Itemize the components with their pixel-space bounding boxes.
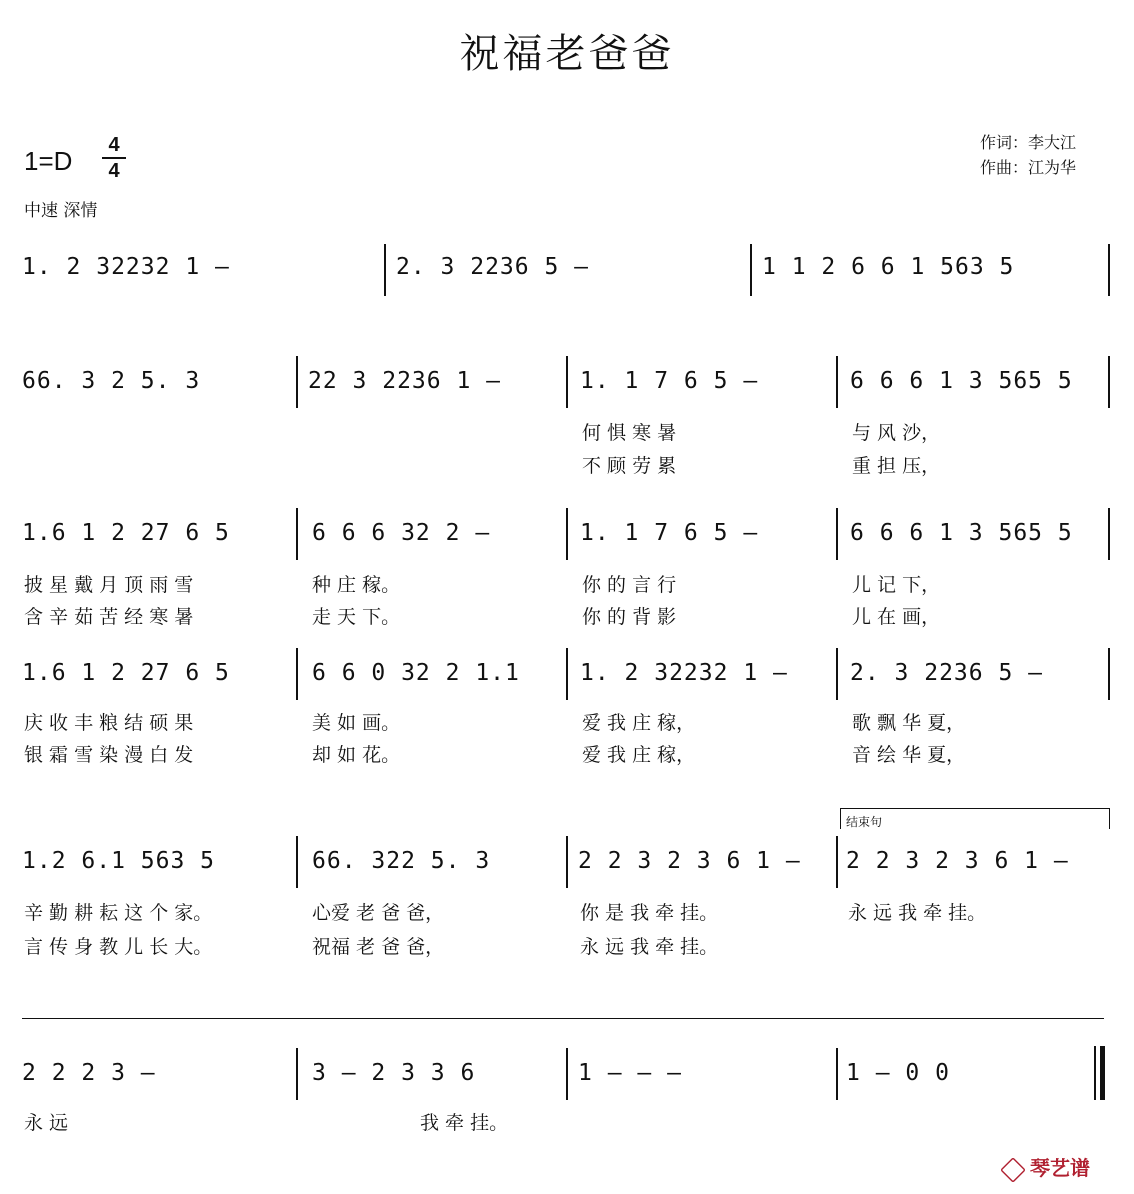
key-signature: 1=D	[24, 146, 73, 176]
lyric-2-3-a: 何 惧 寒 暑	[582, 422, 677, 444]
composer: 作曲：江为华	[980, 158, 1077, 177]
barline	[836, 648, 838, 700]
final-barline-thick	[1100, 1046, 1105, 1100]
lyric-3-4-b: 儿 在 画，	[852, 606, 941, 628]
measure-4-4: 2. 3 2236 5 –	[850, 660, 1044, 686]
barline	[1108, 244, 1110, 296]
measure-4-1: 1.6 1 2 27 6 5	[22, 660, 230, 686]
lyric-2-4-b: 重 担 压，	[852, 455, 941, 477]
site-logo	[1000, 1152, 1090, 1183]
barline	[296, 508, 298, 560]
lyric-4-2-a: 美 如 画。	[312, 712, 401, 734]
barline	[384, 244, 386, 296]
page-title: 祝福老爸爸	[459, 31, 675, 77]
barline	[836, 508, 838, 560]
lyric-5-3-b: 永 远 我 牵 挂。	[580, 936, 719, 958]
lyricist: 作词：李大江	[980, 133, 1077, 152]
lyric-3-4-a: 儿 记 下，	[852, 574, 941, 596]
measure-1-3: 1 1 2 6 6 1 563 5	[762, 254, 1015, 280]
lyric-4-4-a: 歌 飘 华 夏，	[852, 712, 966, 734]
lyric-2-3-b: 不 顾 劳 累	[582, 455, 677, 477]
measure-4-3: 1. 2 32232 1 –	[580, 660, 788, 686]
barline	[1108, 356, 1110, 408]
barline	[566, 356, 568, 408]
time-signature-bottom: 4	[108, 160, 120, 182]
measure-2-3: 1. 1 7 6 5 –	[580, 368, 759, 394]
lyric-4-1-a: 庆 收 丰 粮 结 硕 果	[24, 712, 194, 734]
lyric-5-4-a: 永 远 我 牵 挂。	[848, 902, 987, 924]
credits	[980, 130, 1076, 180]
lyric-4-3-b: 爱 我 庄 稼，	[582, 744, 696, 766]
logo-icon	[1000, 1157, 1026, 1183]
lyric-6-1-a: 永 远	[24, 1112, 69, 1134]
lyric-5-2-b: 祝福 老 爸 爸，	[312, 936, 445, 958]
final-barline-thin	[1094, 1046, 1096, 1100]
lyric-3-1-a: 披 星 戴 月 顶 雨 雪	[24, 574, 194, 596]
lyric-3-3-a: 你 的 言 行	[582, 574, 677, 596]
lyric-4-4-b: 音 绘 华 夏，	[852, 744, 966, 766]
barline	[296, 836, 298, 888]
measure-5-4: 2 2 3 2 3 6 1 –	[846, 848, 1069, 874]
barline	[836, 836, 838, 888]
measure-6-1: 2 2 2 3 –	[22, 1060, 156, 1086]
lyric-4-1-b: 银 霜 雪 染 漫 白 发	[24, 744, 194, 766]
barline	[1108, 648, 1110, 700]
measure-3-2: 6 6 6 32 2 –	[312, 520, 491, 546]
measure-4-2: 6 6 0 32 2 1.1	[312, 660, 520, 686]
lyric-3-3-b: 你 的 背 影	[582, 606, 677, 628]
measure-2-4: 6 6 6 1 3 565 5	[850, 368, 1073, 394]
lyric-5-1-a: 辛 勤 耕 耘 这 个 家。	[24, 902, 213, 924]
barline	[566, 836, 568, 888]
measure-2-1: 66. 3 2 5. 3	[22, 368, 201, 394]
measure-6-2: 3 – 2 3 3 6	[312, 1060, 476, 1086]
lyric-3-1-b: 含 辛 茹 苦 经 寒 暑	[24, 606, 194, 628]
measure-5-2: 66. 322 5. 3	[312, 848, 491, 874]
measure-6-3: 1 – – –	[578, 1060, 682, 1086]
time-signature-top: 4	[108, 134, 120, 156]
measure-6-4: 1 – 0 0	[846, 1060, 950, 1086]
time-signature	[102, 134, 126, 182]
barline	[566, 508, 568, 560]
barline	[296, 648, 298, 700]
lyric-5-1-b: 言 传 身 教 儿 长 大。	[24, 936, 213, 958]
barline	[566, 1048, 568, 1100]
barline	[1108, 508, 1110, 560]
lyric-4-2-b: 却 如 花。	[312, 744, 401, 766]
measure-3-3: 1. 1 7 6 5 –	[580, 520, 759, 546]
barline	[296, 356, 298, 408]
lyric-5-2-a: 心爱 老 爸 爸，	[312, 902, 445, 924]
lyric-4-3-a: 爱 我 庄 稼，	[582, 712, 696, 734]
lyric-3-2-b: 走 天 下。	[312, 606, 401, 628]
measure-5-3: 2 2 3 2 3 6 1 –	[578, 848, 801, 874]
measure-5-1: 1.2 6.1 563 5	[22, 848, 216, 874]
barline	[296, 1048, 298, 1100]
measure-3-4: 6 6 6 1 3 565 5	[850, 520, 1073, 546]
time-signature-bar	[102, 157, 126, 159]
barline	[836, 356, 838, 408]
measure-1-2: 2. 3 2236 5 –	[396, 254, 590, 280]
barline	[566, 648, 568, 700]
barline	[750, 244, 752, 296]
lyric-2-4-a: 与 风 沙，	[852, 422, 941, 444]
logo-text: 琴艺谱	[1030, 1156, 1090, 1180]
measure-1-1: 1. 2 32232 1 –	[22, 254, 230, 280]
ending-label: 结束句	[846, 815, 883, 829]
lyric-6-2-a: 我 牵 挂。	[420, 1112, 509, 1134]
measure-2-2: 22 3 2236 1 –	[308, 368, 502, 394]
tempo-marking: 中速 深情	[24, 201, 98, 221]
coda-line	[22, 1018, 1104, 1019]
lyric-5-3-a: 你 是 我 牵 挂。	[580, 902, 719, 924]
lyric-3-2-a: 种 庄 稼。	[312, 574, 401, 596]
barline	[836, 1048, 838, 1100]
measure-3-1: 1.6 1 2 27 6 5	[22, 520, 230, 546]
